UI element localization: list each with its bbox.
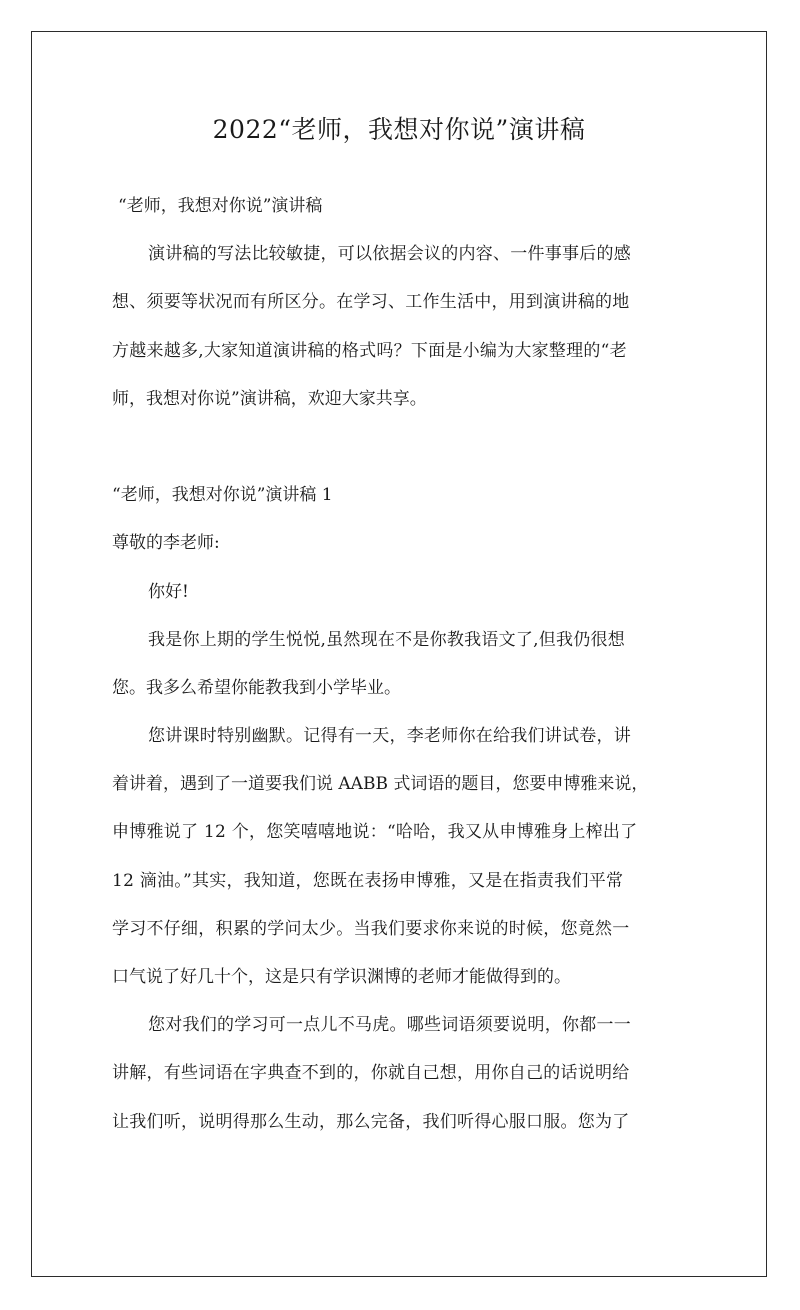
document-title: 2022“老师，我想对你说”演讲稿: [212, 115, 586, 144]
body-paragraph-line: 学习不仔细，积累的学问太少。当我们要求你来说的时候，您竟然一: [112, 918, 630, 939]
document-subtitle: “老师，我想对你说”演讲稿: [118, 196, 323, 216]
document-body: [112, 182, 698, 1146]
body-paragraph-line: 您对我们的学习可一点儿不马虎。哪些词语须要说明，你都一一: [148, 1015, 631, 1036]
body-paragraph-line: 口气说了好几十个，这是只有学识渊博的老师才能做得到的。: [112, 967, 571, 987]
body-paragraph-line: 12 滴油。”其实，我知道，您既在表扬申博雅，又是在指责我们平常: [112, 870, 624, 891]
body-paragraph-line: 申博雅说了 12 个，您笑嘻嘻地说：“哈哈，我又从申博雅身上榨出了: [112, 822, 638, 843]
intro-paragraph-line: 方越来越多,大家知道演讲稿的格式吗？下面是小编为大家整理的“老: [112, 340, 627, 361]
intro-paragraph-line: 演讲稿的写法比较敏捷，可以依据会议的内容、一件事事后的感: [148, 244, 631, 265]
paragraph-gap: [112, 423, 698, 471]
body-paragraph-line: 我是你上期的学生悦悦,虽然现在不是你教我语文了,但我仍很想: [148, 629, 626, 650]
section-heading: “老师，我想对你说”演讲稿 1: [112, 485, 333, 506]
body-paragraph-line: 讲解，有些词语在字典查不到的，你就自己想，用你自己的话说明给: [112, 1063, 630, 1084]
intro-paragraph-line: 师，我想对你说”演讲稿，欢迎大家共享。: [112, 388, 427, 409]
body-paragraph-line: 您。我多么希望你能教我到小学毕业。: [112, 677, 401, 698]
body-paragraph-line: 让我们听，说明得那么生动，那么完备，我们听得心服口服。您为了: [112, 1111, 630, 1132]
salutation: 尊敬的李老师:: [112, 533, 220, 554]
body-paragraph-line: 着讲着，遇到了一道要我们说 AABB 式词语的题目，您要申博雅来说，: [112, 774, 649, 795]
greeting: 你好!: [148, 581, 189, 602]
body-paragraph-line: 您讲课时特别幽默。记得有一天，李老师你在给我们讲试卷，讲: [148, 726, 631, 747]
intro-paragraph-line: 想、须要等状况而有所区分。在学习、工作生活中，用到演讲稿的地: [112, 292, 630, 313]
